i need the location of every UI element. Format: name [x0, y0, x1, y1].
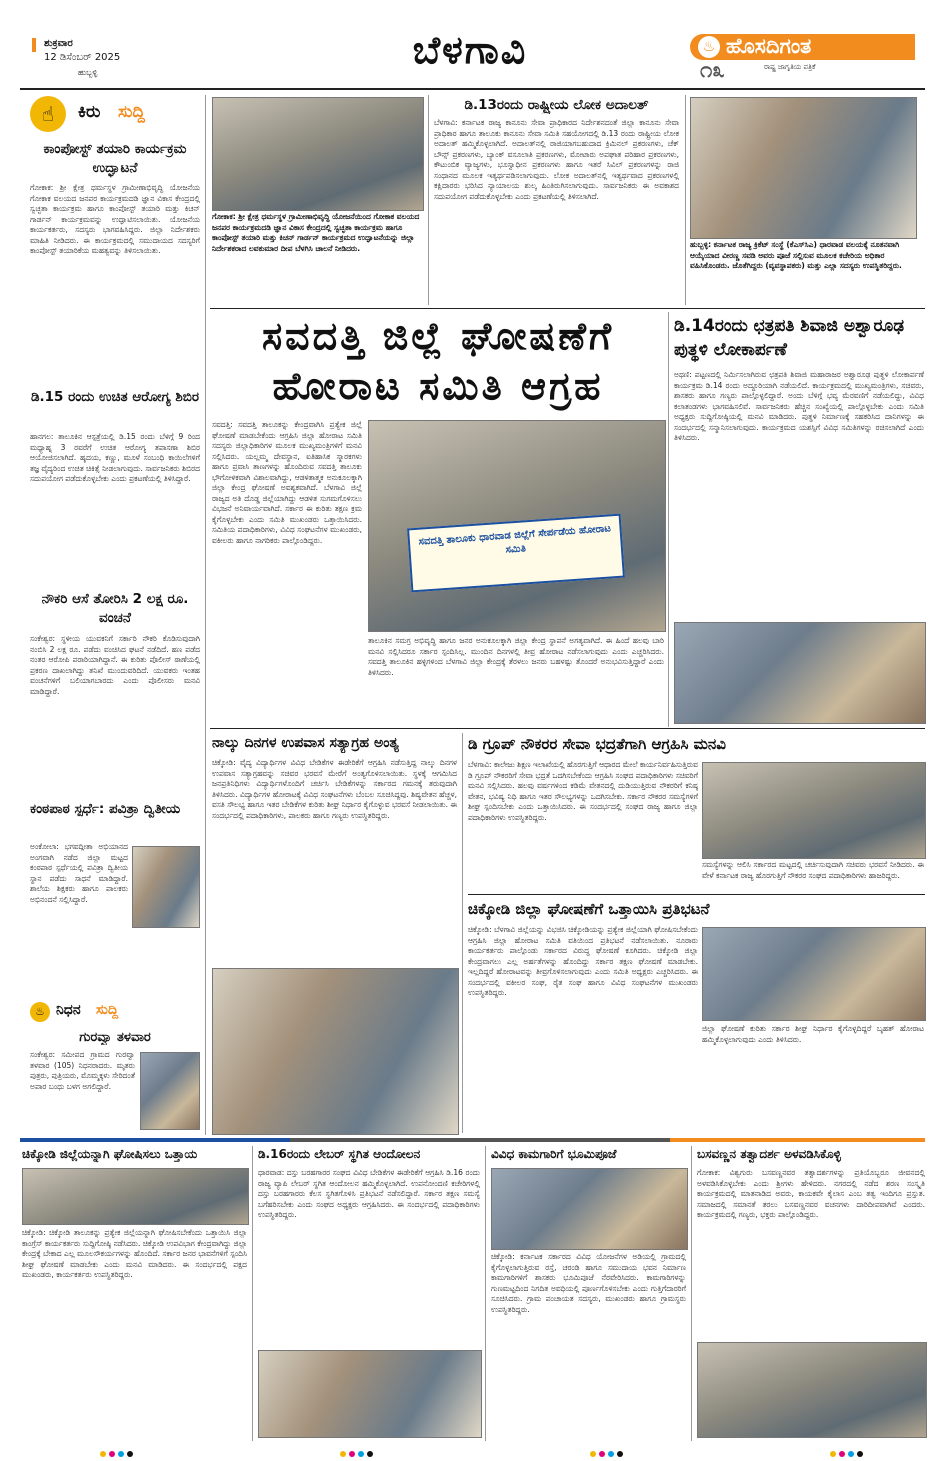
chikkodi-protest-body: ಚಿಕ್ಕೋಡಿ: ಬೆಳಗಾವಿ ಜಿಲ್ಲೆಯನ್ನು ವಿಭಜಿಸಿ ಚಿಕ್ಕೋಡಿಯನ್ನು ಪ್ರತ್ಯೇಕ ಜಿಲ್ಲೆಯಾಗಿ ಘೋಷಿಸಬೇಕೆಂದು ಆಗ್ರಹಿಸಿ ಜಿಲ್ಲಾ ಹೋರಾಟ ಸಮಿತಿ ವತಿಯಿಂದ ಪ್ರತಿಭಟನೆ ನಡೆಸಲಾಯಿತು. ನೂರಾರು ಕಾರ್ಯಕರ್ತರು ಪಾಲ್ಗೊಂಡು ಸರ್ಕಾರದ ವಿರುದ್ಧ ಘೋಷಣೆ ಕೂಗಿದರು. ಚಿಕ್ಕೋಡಿ ಜಿಲ್ಲಾ ಕೇಂದ್ರವಾಗಲು ಎಲ್ಲ ಅರ್ಹತೆಗಳನ್ನು ಹೊಂದಿದ್ದು ಸರ್ಕಾರ ತಕ್ಷಣ ಘೋಷಣೆ ಮಾಡಬೇಕು. ಇಲ್ಲದಿದ್ದರೆ ಹೋರಾಟವನ್ನು ತೀವ್ರಗೊಳಿಸಲಾಗುವುದು ಎಂದು ಸಮಿತಿ ಅಧ್ಯಕ್ಷರು ಎಚ್ಚರಿಸಿದರು. ಈ ಸಂದರ್ಭದಲ್ಲಿ ವಕೀಲರ ಸಂಘ, ರೈತ ಸಂಘ ಹಾಗೂ ವಿವಿಧ ಸಂಘಟನೆಗಳ ಮುಖಂಡರು ಉಪಸ್ಥಿತರಿದ್ದರು. — [468, 925, 698, 997]
b3-title: ವಿವಿಧ ಕಾಮಗಾರಿಗೆ ಭೂಮಿಪೂಜೆ — [491, 1147, 617, 1161]
main-body-left: ಸವದತ್ತಿ: ಸವದತ್ತಿ ತಾಲೂಕನ್ನು ಕೇಂದ್ರವಾಗಿಸಿ ಪ್ರತ್ಯೇಕ ಜಿಲ್ಲೆ ಘೋಷಣೆ ಮಾಡಬೇಕೆಂದು ಆಗ್ರಹಿಸಿ ಜಿಲ್ಲಾ ಹೋರಾಟ ಸಮಿತಿ ಸದಸ್ಯರು ಜಿಲ್ಲಾಧಿಕಾರಿಗಳ ಮೂಲಕ ಮುಖ್ಯಮಂತ್ರಿಗಳಿಗೆ ಮನವಿ ಸಲ್ಲಿಸಿದರು. ಯಲ್ಲಮ್ಮ ದೇವಸ್ಥಾನ, ಐತಿಹಾಸಿಕ ಸ್ಮಾರಕಗಳು ಹಾಗೂ ಪ್ರವಾಸಿ ತಾಣಗಳನ್ನು ಹೊಂದಿರುವ ಸವದತ್ತಿ ತಾಲೂಕು ಭೌಗೋಳಿಕವಾಗಿ ವಿಶಾಲವಾಗಿದ್ದು, ಆಡಳಿತಾತ್ಮಕ ಅನುಕೂಲಕ್ಕಾಗಿ ಜಿಲ್ಲಾ ಕೇಂದ್ರ ಘೋಷಣೆ ಅವಶ್ಯಕವಾಗಿದೆ. ಬೆಳಗಾವಿ ಜಿಲ್ಲೆ ರಾಜ್ಯದ ಅತಿ ದೊಡ್ಡ ಜಿಲ್ಲೆಯಾಗಿದ್ದು ಆಡಳಿತ ಸುಗಮಗೊಳಿಸಲು ವಿಭಜನೆ ಅನಿವಾರ್ಯವಾಗಿದೆ. ಸರ್ಕಾರ ಈ ಕುರಿತು ತಕ್ಷಣ ಕ್ರಮ ಕೈಗೊಳ್ಳಬೇಕು ಎಂದು ಸಮಿತಿ ಮುಖಂಡರು ಒತ್ತಾಯಿಸಿದರು. ಸಮಿತಿಯ ಪದಾಧಿಕಾರಿಗಳು, ವಿವಿಧ ಸಂಘಟನೆಗಳ ಮುಖಂಡರು, ವಕೀಲರು ಹಾಗೂ ನಾಗರಿಕರು ಪಾಲ್ಗೊಂಡಿದ್ದರು. — [212, 420, 362, 545]
main-title-line2: ಹೋರಾಟ ಸಮಿತಿ ಆಗ್ರಹ — [272, 364, 604, 408]
lamp-icon: ♨ — [30, 1002, 50, 1022]
bottom-divider-2 — [485, 1146, 486, 1441]
s2-body: ಹಾನಗಲ: ತಾಲೂಕಿನ ಆಸ್ಪತ್ರೆಯಲ್ಲಿ ಡಿ.15 ರಂದು ಬೆಳಿಗ್ಗೆ 9 ರಿಂದ ಮಧ್ಯಾಹ್ನ 3 ರವರೆಗೆ ಉಚಿತ ಆರೋಗ್ಯ ತಪಾಸಣಾ ಶಿಬಿರ ಆಯೋಜಿಸಲಾಗಿದೆ. ಹೃದಯ, ಕಣ್ಣು, ಮೂಳೆ ಸಂಬಂಧಿ ಕಾಯಿಲೆಗಳಿಗೆ ತಜ್ಞ ವೈದ್ಯರಿಂದ ಉಚಿತ ಚಿಕಿತ್ಸೆ ನೀಡಲಾಗುವುದು. ಸಾರ್ವಜನಿಕರು ಶಿಬಿರದ ಸದುಪಯೋಗ ಪಡೆದುಕೊಳ್ಳಬೇಕು ಎಂದು ಪ್ರಕಟಣೆಯಲ್ಲಿ ತಿಳಿಸಿದ್ದಾರೆ. — [30, 432, 200, 483]
paper-tagline: ರಾಷ್ಟ್ರ ಜಾಗೃತಿಯ ಪತ್ರಿಕೆ — [764, 63, 816, 71]
s1-title: ಕಾಂಪೋಸ್ಟ್ ತಯಾರಿ ಕಾರ್ಯಕ್ರಮ ಉದ್ಘಾಟನೆ — [43, 141, 187, 176]
lower-divider — [462, 733, 463, 1133]
b3-photo — [491, 1168, 688, 1250]
upavasa-photo — [212, 968, 459, 1135]
nidhana-body: ಸಂಕೇಶ್ವರ: ಸಮೀಪದ ಗ್ರಾಮದ ಗುರವ್ವಾ ತಳವಾರ (105) ನಿಧನರಾದರು. ಮೃತರು ಪುತ್ರರು, ಪುತ್ರಿಯರು, ಮೊಮ್ಮಕ್ಕಳು ಸೇರಿದಂತೆ ಅಪಾರ ಬಂಧು ಬಳಗ ಅಗಲಿದ್ದಾರೆ. — [30, 1050, 135, 1091]
hand-icon: ☝ — [30, 96, 66, 132]
s3-title: ನೌಕರಿ ಆಸೆ ತೋರಿಸಿ 2 ಲಕ್ಷ ರೂ. ವಂಚನೆ — [41, 591, 189, 626]
b4-body: ಗೋಕಾಕ: ವಿಶ್ವಗುರು ಬಸವಣ್ಣನವರ ತತ್ವಾದರ್ಶಗಳನ್ನು ಪ್ರತಿಯೊಬ್ಬರೂ ಜೀವನದಲ್ಲಿ ಅಳವಡಿಸಿಕೊಳ್ಳಬೇಕು ಎಂದು ಶ್ರೀಗಳು ಹೇಳಿದರು. ನಗರದಲ್ಲಿ ನಡೆದ ಶರಣ ಸಂಸ್ಕೃತಿ ಕಾರ್ಯಕ್ರಮದಲ್ಲಿ ಮಾತನಾಡಿದ ಅವರು, ಕಾಯಕವೇ ಕೈಲಾಸ ಎಂಬ ತತ್ವ ಇಂದಿಗೂ ಪ್ರಸ್ತುತ. ಸಮಾಜದಲ್ಲಿ ಸಮಾನತೆ ತರಲು ಬಸವಣ್ಣನವರ ವಚನಗಳು ದಾರಿದೀಪವಾಗಿವೆ ಎಂದರು. ಕಾರ್ಯಕ್ರಮದಲ್ಲಿ ಗಣ್ಯರು, ಭಕ್ತರು ಪಾಲ್ಗೊಂಡಿದ್ದರು. — [697, 1168, 925, 1219]
main-title-line1: ಸವದತ್ತಿ ಜಿಲ್ಲೆ ಘೋಷಣೆಗೆ — [262, 314, 614, 358]
row-rule-2 — [210, 728, 925, 729]
chikkodi-protest-photo — [702, 927, 926, 1021]
kirusuddi-label-b: ಸುದ್ದಿ — [118, 102, 145, 122]
city-label: ಹುಬ್ಬಳ್ಳಿ — [78, 68, 98, 77]
s2-title: ಡಿ.15 ರಂದು ಉಚಿತ ಆರೋಗ್ಯ ಶಿಬಿರ — [31, 389, 199, 405]
dgroup-photo — [702, 762, 926, 859]
shivaji-title: ಡಿ.14ರಂದು ಛತ್ರಪತಿ ಶಿವಾಜಿ ಅಶ್ವಾರೂಢ ಪುತ್ಥಳಿ ಲೋಕಾರ್ಪಣೆ — [674, 316, 905, 360]
gokak-caption: ಗೋಕಾಕ: ಶ್ರೀ ಕ್ಷೇತ್ರ ಧರ್ಮಸ್ಥಳ ಗ್ರಾಮೀಣಾಭಿವೃದ್ಧಿ ಯೋಜನೆಯಿಂದ ಗೋಕಾಕ ವಲಯದ ಜನಪರ ಕಾರ್ಯಕ್ರಮದಡಿ ಜ್ಞಾನ ವಿಕಾಸ ಕೇಂದ್ರದಲ್ಲಿ ಸ್ವಚ್ಛತಾ ಕಾರ್ಯಕ್ರಮ ಹಾಗೂ ಕಾಂಪೋಸ್ಟ್ ತಯಾರಿ ಮತ್ತು ಕಿಚನ್ ಗಾರ್ಡನ್ ಕಾರ್ಯಕ್ರಮದ ಉದ್ಘಾಟನೆಯನ್ನು ಜಿಲ್ಲಾ ನಿರ್ದೇಶಕರಾದ ಲವಕುಮಾರ ದೀಪ ಬೆಳಗಿಸಿ ಚಾಲನೆ ನೀಡಿದರು. — [212, 212, 420, 253]
b4-title: ಬಸವಣ್ಣನ ತತ್ವಾದರ್ಶ ಅಳವಡಿಸಿಕೊಳ್ಳಿ — [697, 1147, 841, 1161]
kirusuddi-label-a: ಕಿರು — [78, 102, 101, 122]
paper-logo — [690, 32, 915, 84]
masthead-date-block — [32, 38, 142, 88]
bottom-divider-3 — [691, 1146, 692, 1441]
nidhana-label-a: ನಿಧನ — [56, 1002, 81, 1018]
date-label: 12 ಡಿಸೆಂಬರ್ 2025 — [44, 52, 121, 63]
chikkodi-protest-title: ಚಿಕ್ಕೋಡಿ ಜಿಲ್ಲಾ ಘೋಷಣೆಗೆ ಒತ್ತಾಯಿಸಿ ಪ್ರತಿಭಟನೆ — [468, 900, 710, 918]
kirusuddi-badge — [30, 96, 170, 132]
paper-name: ಹೊಸದಿಗಂತ — [726, 34, 812, 58]
ksca-caption: ಹುಬ್ಬಳ್ಳಿ: ಕರ್ನಾಟಕ ರಾಜ್ಯ ಕ್ರಿಕೆಟ್ ಸಂಸ್ಥೆ (ಕೆಎಸ್‌ಸಿಎ) ಧಾರವಾಡ ವಲಯಕ್ಕೆ ನೂತನವಾಗಿ ಆಯ್ಕೆಯಾದ ವೀರಣ್ಣ ಸವಡಿ ಅವರು ಪೂಜೆ ಸಲ್ಲಿಸುವ ಮೂಲಕ ಕಚೇರಿಯ ಅಧಿಕಾರ ವಹಿಸಿಕೊಂಡರು. ಜೊತೆಗಿದ್ದರು (ವ್ಯವಸ್ಥಾಪಕರು) ಮತ್ತು ಎಲ್ಲಾ ಸದಸ್ಯರು ಉಪಸ್ಥಿತರಿದ್ದರು. — [690, 240, 902, 270]
b3-body: ಚಿಕ್ಕೋಡಿ: ಕರ್ನಾಟಕ ಸರ್ಕಾರದ ವಿವಿಧ ಯೋಜನೆಗಳ ಅಡಿಯಲ್ಲಿ ಗ್ರಾಮದಲ್ಲಿ ಕೈಗೊಳ್ಳಲಾಗುತ್ತಿರುವ ರಸ್ತೆ, ಚರಂಡಿ ಹಾಗೂ ಸಮುದಾಯ ಭವನ ನಿರ್ಮಾಣ ಕಾಮಗಾರಿಗಳಿಗೆ ಶಾಸಕರು ಭೂಮಿಪೂಜೆ ನೆರವೇರಿಸಿದರು. ಕಾಮಗಾರಿಗಳನ್ನು ಗುಣಮಟ್ಟದಿಂದ ನಿಗದಿತ ಅವಧಿಯಲ್ಲಿ ಪೂರ್ಣಗೊಳಿಸಬೇಕು ಎಂದು ಗುತ್ತಿಗೆದಾರರಿಗೆ ಸೂಚಿಸಿದರು. ಗ್ರಾಮ ಪಂಚಾಯತ ಸದಸ್ಯರು, ಮುಖಂಡರು ಹಾಗೂ ಗ್ರಾಮಸ್ಥರು ಉಪಸ್ಥಿತರಿದ್ದರು. — [491, 1252, 686, 1314]
pavitra-photo — [132, 846, 200, 928]
registration-marks-2 — [340, 1442, 376, 1461]
s3-body: ಸಂಕೇಶ್ವರ: ಸ್ಥಳೀಯ ಯುವಕನಿಗೆ ಸರ್ಕಾರಿ ನೌಕರಿ ಕೊಡಿಸುವುದಾಗಿ ನಂಬಿಸಿ 2 ಲಕ್ಷ ರೂ. ಪಡೆದು ವಂಚಿಸಿದ ಘಟನೆ ನಡೆದಿದೆ. ಹಣ ಪಡೆದ ನಂತರ ಆರೋಪಿ ಪರಾರಿಯಾಗಿದ್ದಾನೆ. ಈ ಕುರಿತು ಪೊಲೀಸ್ ಠಾಣೆಯಲ್ಲಿ ಪ್ರಕರಣ ದಾಖಲಾಗಿದ್ದು ತನಿಖೆ ಮುಂದುವರಿದಿದೆ. ಯುವಕರು ಇಂತಹ ವಂಚನೆಗಳಿಗೆ ಬಲಿಯಾಗಬಾರದು ಎಂದು ಪೊಲೀಸರು ಮನವಿ ಮಾಡಿದ್ದಾರೆ. — [30, 634, 200, 696]
section-title: ಬೆಳಗಾವಿ — [412, 28, 528, 72]
b1-photo — [22, 1168, 249, 1225]
b2-photo — [258, 1350, 482, 1438]
b2-body: ಧಾರವಾಡ: ದಸ್ತು ಬರಹಗಾರರ ಸಂಘದ ವಿವಿಧ ಬೇಡಿಕೆಗಳ ಈಡೇರಿಕೆಗೆ ಆಗ್ರಹಿಸಿ ಡಿ.16 ರಂದು ರಾಜ್ಯ ವ್ಯಾಪಿ ಲೇಬರ್ ಸ್ಥಗಿತ ಆಂದೋಲನ ಹಮ್ಮಿಕೊಳ್ಳಲಾಗಿದೆ. ಉಪನೋಂದಣಿ ಕಚೇರಿಗಳಲ್ಲಿ ದಸ್ತು ಬರಹಗಾರರು ಕೆಲಸ ಸ್ಥಗಿತಗೊಳಿಸಿ ಪ್ರತಿಭಟನೆ ನಡೆಸಲಿದ್ದಾರೆ. ಸರ್ಕಾರ ತಕ್ಷಣ ಸಮಸ್ಯೆ ಬಗೆಹರಿಸಬೇಕು ಎಂದು ಸಂಘದ ಅಧ್ಯಕ್ಷರು ಆಗ್ರಹಿಸಿದರು. ಈ ಸಂದರ್ಭದಲ್ಲಿ ಪದಾಧಿಕಾರಿಗಳು ಉಪಸ್ಥಿತರಿದ್ದರು. — [258, 1168, 480, 1219]
mid-divider — [668, 312, 669, 727]
bottom-rule-blue — [20, 1138, 290, 1142]
row-rule-3 — [468, 894, 925, 895]
protest-banner — [407, 514, 625, 593]
gokak-photo — [212, 97, 424, 211]
shivaji-body: ಅಥಣಿ: ಪಟ್ಟಣದಲ್ಲಿ ನಿರ್ಮಿಸಲಾಗಿರುವ ಛತ್ರಪತಿ ಶಿವಾಜಿ ಮಹಾರಾಜರ ಅಶ್ವಾರೂಢ ಪುತ್ಥಳಿ ಲೋಕಾರ್ಪಣೆ ಕಾರ್ಯಕ್ರಮ ಡಿ.14 ರಂದು ಅದ್ದೂರಿಯಾಗಿ ನಡೆಯಲಿದೆ. ಕಾರ್ಯಕ್ರಮದಲ್ಲಿ ಮುಖ್ಯಮಂತ್ರಿಗಳು, ಸಚಿವರು, ಶಾಸಕರು ಹಾಗೂ ಗಣ್ಯರು ಪಾಲ್ಗೊಳ್ಳಲಿದ್ದಾರೆ. ಅಂದು ಬೆಳಿಗ್ಗೆ ಭವ್ಯ ಮೆರವಣಿಗೆ ನಡೆಯಲಿದ್ದು, ವಿವಿಧ ಕಲಾತಂಡಗಳು ಭಾಗವಹಿಸಲಿವೆ. ಸಾರ್ವಜನಿಕರು ಹೆಚ್ಚಿನ ಸಂಖ್ಯೆಯಲ್ಲಿ ಪಾಲ್ಗೊಳ್ಳಬೇಕು ಎಂದು ಸಮಿತಿ ಅಧ್ಯಕ್ಷರು ಸುದ್ದಿಗೋಷ್ಠಿಯಲ್ಲಿ ಮನವಿ ಮಾಡಿದರು. ಪುತ್ಥಳಿ ನಿರ್ಮಾಣಕ್ಕೆ ಸಹಕರಿಸಿದ ದಾನಿಗಳನ್ನು ಈ ಸಂದರ್ಭದಲ್ಲಿ ಸನ್ಮಾನಿಸಲಾಗುವುದು. ಕಾರ್ಯಕ್ರಮದ ಯಶಸ್ಸಿಗೆ ವಿವಿಧ ಸಮಿತಿಗಳನ್ನು ರಚಿಸಲಾಗಿದೆ ಎಂದು ತಿಳಿಸಿದರು. — [674, 370, 924, 442]
registration-marks-1 — [100, 1442, 136, 1461]
top-divider-1 — [428, 95, 429, 305]
registration-marks-4 — [830, 1442, 866, 1461]
dgroup-title: ಡಿ ಗ್ರೂಪ್ ನೌಕರರ ಸೇವಾ ಭದ್ರತೆಗಾಗಿ ಆಗ್ರಹಿಸಿ ಮನವಿ — [468, 735, 726, 753]
nidhana-label-b: ಸುದ್ದಿ — [96, 1002, 119, 1018]
left-col-divider — [205, 95, 206, 1135]
shivaji-photo — [674, 622, 926, 724]
s1-body: ಗೋಕಾಕ: ಶ್ರೀ ಕ್ಷೇತ್ರ ಧರ್ಮಸ್ಥಳ ಗ್ರಾಮೀಣಾಭಿವೃದ್ಧಿ ಯೋಜನೆಯ ಗೋಕಾಕ ವಲಯದ ಜನಪರ ಕಾರ್ಯಕ್ರಮದಡಿ ಜ್ಞಾನ ವಿಕಾಸ ಕೇಂದ್ರದಲ್ಲಿ ಸ್ವಚ್ಛತಾ ಕಾರ್ಯಕ್ರಮ ಹಾಗೂ ಕಾಂಪೋಸ್ಟ್ ತಯಾರಿ ಮತ್ತು ಕಿಚನ್ ಗಾರ್ಡನ್ ಕಾರ್ಯಕ್ರಮವನ್ನು ಉದ್ಘಾಟಿಸಲಾಯಿತು. ಯೋಜನೆಯ ಕಾರ್ಯಕರ್ತರು, ಸದಸ್ಯರು ಭಾಗವಹಿಸಿದ್ದರು. ಜಿಲ್ಲಾ ನಿರ್ದೇಶಕರು ಮಾಹಿತಿ ನೀಡಿದರು. ಈ ಕಾರ್ಯಕ್ರಮದಲ್ಲಿ ಸಮುದಾಯದ ಸದಸ್ಯರಿಗೆ ಕಾಂಪೋಸ್ಟ್ ತಯಾರಿಕೆಯ ಮಹತ್ವವನ್ನು ತಿಳಿಸಲಾಯಿತು. — [30, 183, 200, 255]
lamp-icon: ♨ — [698, 36, 720, 58]
bottom-rule-orange — [670, 1138, 925, 1142]
bottom-divider-1 — [252, 1146, 253, 1441]
dgroup-body2: ಸಮಸ್ಯೆಗಳನ್ನು ಆಲಿಸಿ ಸರ್ಕಾರದ ಮಟ್ಟದಲ್ಲಿ ಚರ್ಚಿಸುವುದಾಗಿ ಸಚಿವರು ಭರವಸೆ ನೀಡಿದರು. ಈ ವೇಳೆ ಕರ್ನಾಟಕ ರಾಜ್ಯ ಹೊರಗುತ್ತಿಗೆ ನೌಕರರ ಸಂಘದ ಪದಾಧಿಕಾರಿಗಳು ಹಾಜರಿದ್ದರು. — [702, 860, 924, 880]
row-rule-1 — [210, 308, 925, 309]
dgroup-body: ಬೆಳಗಾವಿ: ಕಾಲೇಜು ಶಿಕ್ಷಣ ಇಲಾಖೆಯಲ್ಲಿ ಹೊರಗುತ್ತಿಗೆ ಆಧಾರದ ಮೇಲೆ ಕಾರ್ಯನಿರ್ವಹಿಸುತ್ತಿರುವ ಡಿ ಗ್ರೂಪ್ ನೌಕರರಿಗೆ ಸೇವಾ ಭದ್ರತೆ ಒದಗಿಸಬೇಕೆಂದು ಆಗ್ರಹಿಸಿ ಸಂಘದ ಪದಾಧಿಕಾರಿಗಳು ಸಚಿವರಿಗೆ ಮನವಿ ಸಲ್ಲಿಸಿದರು. ಹಲವು ವರ್ಷಗಳಿಂದ ಕಡಿಮೆ ವೇತನದಲ್ಲಿ ದುಡಿಯುತ್ತಿರುವ ನೌಕರರಿಗೆ ಕನಿಷ್ಠ ವೇತನ, ಭವಿಷ್ಯ ನಿಧಿ ಹಾಗೂ ಇತರ ಸೌಲಭ್ಯಗಳನ್ನು ಒದಗಿಸಬೇಕು. ಸರ್ಕಾರ ನೌಕರರ ಸಮಸ್ಯೆಗಳಿಗೆ ಶೀಘ್ರ ಸ್ಪಂದಿಸಬೇಕು ಎಂದು ಒತ್ತಾಯಿಸಿದರು. ಈ ಸಂದರ್ಭದಲ್ಲಿ ಸಂಘದ ರಾಜ್ಯ ಹಾಗೂ ಜಿಲ್ಲಾ ಪದಾಧಿಕಾರಿಗಳು ಉಪಸ್ಥಿತರಿದ್ದರು. — [468, 760, 698, 822]
adalat-title: ಡಿ.13ರಂದು ರಾಷ್ಟ್ರೀಯ ಲೋಕ ಅದಾಲತ್ — [464, 97, 649, 113]
page-number: ೧೩ — [700, 58, 725, 83]
b1-body: ಚಿಕ್ಕೋಡಿ: ಚಿಕ್ಕೋಡಿ ತಾಲೂಕನ್ನು ಪ್ರತ್ಯೇಕ ಜಿಲ್ಲೆಯನ್ನಾಗಿ ಘೋಷಿಸಬೇಕೆಂದು ಒತ್ತಾಯಿಸಿ ಜಿಲ್ಲಾ ಕಾಂಗ್ರೆಸ್ ಕಾರ್ಯಕರ್ತರು ಸುದ್ದಿಗೋಷ್ಠಿ ನಡೆಸಿದರು. ಚಿಕ್ಕೋಡಿ ಉಪವಿಭಾಗ ಕೇಂದ್ರವಾಗಿದ್ದು ಜಿಲ್ಲಾ ಕೇಂದ್ರಕ್ಕೆ ಬೇಕಾದ ಎಲ್ಲ ಮೂಲಸೌಕರ್ಯಗಳನ್ನು ಹೊಂದಿದೆ. ಸರ್ಕಾರ ಜನರ ಭಾವನೆಗಳಿಗೆ ಸ್ಪಂದಿಸಿ ಶೀಘ್ರ ಘೋಷಣೆ ಮಾಡಬೇಕು ಎಂದು ಮನವಿ ಮಾಡಿದರು. ಈ ಸಂದರ್ಭದಲ್ಲಿ ಪಕ್ಷದ ಮುಖಂಡರು, ಕಾರ್ಯಕರ್ತರು ಉಪಸ್ಥಿತರಿದ್ದರು. — [22, 1228, 247, 1279]
nidhana-photo — [140, 1052, 200, 1130]
ksca-photo — [690, 97, 917, 239]
banner-text: ಸವದತ್ತಿ ತಾಲೂಕು ಧಾರವಾಡ ಜಿಲ್ಲೆಗೆ ಸೇರ್ಪಡೆಯ ಹೋರಾಟ ಸಮಿತಿ — [418, 523, 612, 556]
adalat-body: ಬೆಳಗಾವಿ: ಕರ್ನಾಟಕ ರಾಜ್ಯ ಕಾನೂನು ಸೇವಾ ಪ್ರಾಧಿಕಾರದ ನಿರ್ದೇಶನದಂತೆ ಜಿಲ್ಲಾ ಕಾನೂನು ಸೇವಾ ಪ್ರಾಧಿಕಾರ ಹಾಗೂ ತಾಲೂಕು ಕಾನೂನು ಸೇವಾ ಸಮಿತಿ ಸಹಯೋಗದಲ್ಲಿ ಡಿ.13 ರಂದು ರಾಷ್ಟ್ರೀಯ ಲೋಕ ಅದಾಲತ್ ಹಮ್ಮಿಕೊಳ್ಳಲಾಗಿದೆ. ಅದಾಲತ್‌ನಲ್ಲಿ ರಾಜಿಯಾಗಬಹುದಾದ ಕ್ರಿಮಿನಲ್ ಪ್ರಕರಣಗಳು, ಚೆಕ್ ಬೌನ್ಸ್ ಪ್ರಕರಣಗಳು, ಬ್ಯಾಂಕ್ ವಸೂಲಾತಿ ಪ್ರಕರಣಗಳು, ಮೋಟಾರು ಅಪಘಾತ ಪರಿಹಾರ ಪ್ರಕರಣಗಳು, ಕೌಟುಂಬಿಕ ವ್ಯಾಜ್ಯಗಳು, ಭೂಸ್ವಾಧೀನ ಪ್ರಕರಣಗಳು ಹಾಗೂ ಇತರೆ ಸಿವಿಲ್ ಪ್ರಕರಣಗಳನ್ನು ರಾಜಿ ಸಂಧಾನದ ಮೂಲಕ ಇತ್ಯರ್ಥಪಡಿಸಲಾಗುವುದು. ಲೋಕ ಅದಾಲತ್‌ನಲ್ಲಿ ಇತ್ಯರ್ಥವಾದ ಪ್ರಕರಣಗಳಲ್ಲಿ ಕಕ್ಷಿದಾರರು ಭರಿಸಿದ ನ್ಯಾಯಾಲಯ ಶುಲ್ಕ ಹಿಂತಿರುಗಿಸಲಾಗುವುದು. ಸಾರ್ವಜನಿಕರು ಈ ಅವಕಾಶದ ಸದುಪಯೋಗ ಪಡೆದುಕೊಳ್ಳಬೇಕು ಎಂದು ಪ್ರಕಟಣೆಯಲ್ಲಿ ತಿಳಿಸಲಾಗಿದೆ. — [434, 118, 679, 201]
s4-title: ಕಂಠಪಾಠ ಸ್ಪರ್ಧೆ: ಪವಿತ್ರಾ ದ್ವಿತೀಯ — [30, 801, 181, 817]
b4-photo — [697, 1342, 927, 1438]
main-body-right: ತಾಲೂಕಿನ ಸಮಗ್ರ ಅಭಿವೃದ್ಧಿ ಹಾಗೂ ಜನರ ಅನುಕೂಲಕ್ಕಾಗಿ ಜಿಲ್ಲಾ ಕೇಂದ್ರ ಸ್ಥಾಪನೆ ಅಗತ್ಯವಾಗಿದೆ. ಈ ಹಿಂದೆ ಹಲವು ಬಾರಿ ಮನವಿ ಸಲ್ಲಿಸಿದರೂ ಸರ್ಕಾರ ಸ್ಪಂದಿಸಿಲ್ಲ. ಮುಂದಿನ ದಿನಗಳಲ್ಲಿ ತೀವ್ರ ಹೋರಾಟ ನಡೆಸಲಾಗುವುದು ಎಂದು ಎಚ್ಚರಿಸಿದರು. ಸವದತ್ತಿ ತಾಲೂಕಿನ ಹಳ್ಳಿಗಳಿಂದ ಬೆಳಗಾವಿ ಜಿಲ್ಲಾ ಕೇಂದ್ರಕ್ಕೆ ತೆರಳಲು ಜನರು ಬಹಳಷ್ಟು ತೊಂದರೆ ಅನುಭವಿಸುತ್ತಿದ್ದಾರೆ ಎಂದು ತಿಳಿಸಿದರು. — [368, 636, 664, 677]
top-divider-2 — [685, 95, 686, 305]
masthead-rule — [20, 88, 925, 90]
nidhana-name: ಗುರವ್ವಾ ತಳವಾರ — [79, 1030, 151, 1045]
date-accent-bar — [32, 38, 36, 52]
chikkodi-protest-body2: ಜಿಲ್ಲಾ ಘೋಷಣೆ ಕುರಿತು ಸರ್ಕಾರ ಶೀಘ್ರ ನಿರ್ಧಾರ ಕೈಗೊಳ್ಳದಿದ್ದರೆ ಬೃಹತ್ ಹೋರಾಟ ಹಮ್ಮಿಕೊಳ್ಳಲಾಗುವುದು ಎಂದು ತಿಳಿಸಿದರು. — [702, 1024, 924, 1044]
b2-title: ಡಿ.16ರಂದು ಲೇಬರ್ ಸ್ಥಗಿತ ಆಂದೋಲನ — [258, 1147, 421, 1161]
s4-body: ಅಂಕೋಲಾ: ಭಗವದ್ಗೀತಾ ಅಭಿಯಾನದ ಅಂಗವಾಗಿ ನಡೆದ ಜಿಲ್ಲಾ ಮಟ್ಟದ ಕಂಠಪಾಠ ಸ್ಪರ್ಧೆಯಲ್ಲಿ ಪವಿತ್ರಾ ದ್ವಿತೀಯ ಸ್ಥಾನ ಪಡೆದು ಸಾಧನೆ ಮಾಡಿದ್ದಾರೆ. ಶಾಲೆಯ ಶಿಕ್ಷಕರು ಹಾಗೂ ಪಾಲಕರು ಅಭಿನಂದನೆ ಸಲ್ಲಿಸಿದ್ದಾರೆ. — [30, 842, 128, 904]
main-photo — [368, 420, 666, 632]
bottom-rule-gray — [290, 1138, 670, 1142]
nidhana-badge — [30, 1000, 190, 1024]
upavasa-title: ನಾಲ್ಕು ದಿನಗಳ ಉಪವಾಸ ಸತ್ಯಾಗ್ರಹ ಅಂತ್ಯ — [212, 735, 399, 751]
day-label: ಶುಕ್ರವಾರ — [44, 38, 73, 49]
b1-title: ಚಿಕ್ಕೋಡಿ ಜಿಲ್ಲೆಯನ್ನಾಗಿ ಘೋಷಿಸಲು ಒತ್ತಾಯ — [22, 1147, 198, 1161]
upavasa-body: ಚಿಕ್ಕೋಡಿ: ವೈದ್ಯ ವಿದ್ಯಾರ್ಥಿಗಳ ವಿವಿಧ ಬೇಡಿಕೆಗಳ ಈಡೇರಿಕೆಗೆ ಆಗ್ರಹಿಸಿ ನಡೆಸುತ್ತಿದ್ದ ನಾಲ್ಕು ದಿನಗಳ ಉಪವಾಸ ಸತ್ಯಾಗ್ರಹವನ್ನು ಸಚಿವರ ಭರವಸೆ ಮೇರೆಗೆ ಅಂತ್ಯಗೊಳಿಸಲಾಯಿತು. ಸ್ಥಳಕ್ಕೆ ಆಗಮಿಸಿದ ಜನಪ್ರತಿನಿಧಿಗಳು ವಿದ್ಯಾರ್ಥಿಗಳೊಂದಿಗೆ ಚರ್ಚಿಸಿ ಬೇಡಿಕೆಗಳನ್ನು ಸರ್ಕಾರದ ಗಮನಕ್ಕೆ ತರುವುದಾಗಿ ತಿಳಿಸಿದರು. ವಿದ್ಯಾರ್ಥಿಗಳ ಹೋರಾಟಕ್ಕೆ ವಿವಿಧ ಸಂಘಟನೆಗಳು ಬೆಂಬಲ ಸೂಚಿಸಿದ್ದವು. ಶಿಷ್ಯವೇತನ ಹೆಚ್ಚಳ, ವಸತಿ ಸೌಲಭ್ಯ ಹಾಗೂ ಇತರ ಬೇಡಿಕೆಗಳ ಕುರಿತು ಶೀಘ್ರ ನಿರ್ಧಾರ ಕೈಗೊಳ್ಳುವ ಭರವಸೆ ನೀಡಲಾಯಿತು. ಈ ಸಂದರ್ಭದಲ್ಲಿ ಪದಾಧಿಕಾರಿಗಳು, ಪಾಲಕರು ಹಾಗೂ ಗಣ್ಯರು ಉಪಸ್ಥಿತರಿದ್ದರು. — [212, 758, 457, 820]
registration-marks-3 — [590, 1442, 626, 1461]
